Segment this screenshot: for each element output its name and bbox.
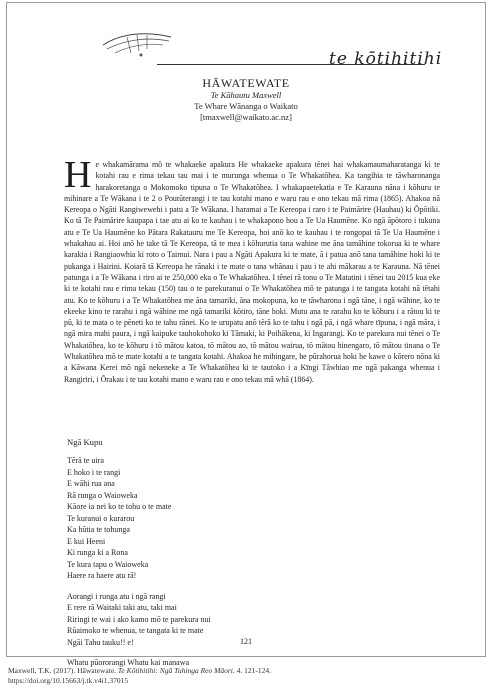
intro-line: tipuna o Te Whakatōhea. I whakapaetekatia e Te Karauna nāna i kōhuru te mihinare a Te Wākana i te 2 xyxy=(64,182,440,203)
intro-line: i te tau kotahi mano e waru rau e ono tekau mā whā (1864). xyxy=(125,374,314,384)
poem-line: Ngāi Tahu tauku!! e! xyxy=(67,637,134,647)
intro-line: nekeneke a Te Whakatōhea ki te tautoko i a Kīngi Tāwhiao me ngā pakanga whenua i Rangiriri, i Ōrakau xyxy=(64,363,440,384)
intro-line: (150) tau o te parekuranui o Te Whakatōhea mō te patunga i te tangata kotahi nā tētahi atu. Ko te kōhuru xyxy=(64,284,441,305)
citation-journal: Te Kōtihitihi: Ngā Tuhinga Reo Māori. xyxy=(117,666,235,675)
journal-logo-icon xyxy=(97,23,177,63)
intro-line: tā Te Paimārire kaupapa i tae atu ai ko te kauhau i te whakapono hou a Te Ua Haumēne. Ko ngā āpōtoro xyxy=(75,216,412,226)
poem-line: Tērā te uira xyxy=(67,456,104,465)
poem-line: E wāhi rua ana xyxy=(67,479,115,488)
poem-line: E hoko i te rangi xyxy=(67,467,121,477)
intro-line: He whakaeke apakura tēnei hai whakamaumaharatanga ki te kotahi rau e rima tekau tau mai i te xyxy=(95,160,440,181)
intro-section xyxy=(64,154,441,385)
article-affiliation: Te Whare Wānanga o Waikato xyxy=(194,101,298,111)
poem-line: Whatu pūororangi Whatu kai manawa xyxy=(67,658,190,667)
citation-prefix: Maxwell, T.K. (2017). Hāwatewate. xyxy=(8,666,117,675)
intro-line: ekeeke kino te rarahu i ngā wāhine me ngā tamariki kōtiro, tāne hoki. Mutu ana te rarahu ko te kōhuru xyxy=(64,306,395,316)
intro-line: i a Te Whakatōhea me āna tamariki, āna mokopuna, ko te tāwharona i ngā tāne, i ngā wāhine, ko te xyxy=(122,295,440,305)
article-page xyxy=(6,2,486,667)
page-number: 121 xyxy=(240,637,252,646)
journal-name: te kōtihitihi xyxy=(329,49,443,69)
article-author: Te Kāhautu Maxwell xyxy=(210,90,282,100)
poem-line: Aorangi i runga atu i ngā rangi xyxy=(67,591,166,601)
intro-paragraph xyxy=(64,154,441,385)
intro-line: tā Te Ua Haumēne i whakahau ai. Hoi anō he take tā Te Kereopa, tā te mea i kōhurutia tana wahine me xyxy=(64,227,440,249)
citation-suffix: 4. 121-124. xyxy=(236,666,271,675)
poem-stanza xyxy=(67,455,407,582)
intro-line: o Poutūterangi i te tau kotahi mano e waru rau e ono tekau mā rima (1865). Ahakoa nā Kereopa o Ngāti xyxy=(64,193,440,215)
poem-line: Rā runga o Waioweka xyxy=(67,490,138,500)
poem-line: Riringi te wai i ako kamo mō te parekura nui xyxy=(67,614,211,624)
poem-title: Ngā Kupu xyxy=(67,437,103,447)
intro-line: murunga whenua o Te Whakatōhea. Ka tangihia te tāwharonanga harakoretanga o Mokomoko xyxy=(95,171,440,192)
intro-line: kotahi. Ahakoa he mihingare, he pūrahorua hoki he kawe o kōrero nōna ki a Kāwana Kerei mō ngā xyxy=(64,352,440,373)
intro-line: o tana whānau i pau i te ahi mākarau a te Karauna. Nā tēnei patunga i a Te Wākana i riro ai te 250,000 xyxy=(64,261,440,282)
article-title: HĀWATEWATE xyxy=(202,76,290,90)
intro-line: ki Ingarangi. Ko te parekura nui tēnei o Te Whakatōhea, ko te kōhuru i tō mātou katoa, tō mātou ao, xyxy=(64,329,440,350)
intro-line: i tukuna atu e Te Ua Haumēne ko Pātara Rakatauru me Te Kereopa, hoi anō ko te kauhau i te rongopai xyxy=(64,216,440,237)
doi-link[interactable]: https://doi.org/10.15663/j.tk.v4i1.37015 xyxy=(8,676,129,685)
intro-line: whare tīpuna, i ngā māra, i ngā mira mahi paura, i ngā kaipuke tauhokohoko ki Tāmaki, ki Poihākena, xyxy=(64,318,440,339)
intro-line: Rangiwewehi i patu a Te Wākana. I haramai a Te Kereopa i raro i te Paimārire (Hauhau) ki Ōpōtiki. Ko xyxy=(64,205,440,226)
intro-line: i a rātou ki te pū, ki te mata o te pēneti ko te tahu rānei. Ko te urupatu anō tērā ko te tahu i ngā pā, i ngā xyxy=(64,306,440,328)
poem-line: Te kura tapu o Waioweka xyxy=(67,559,149,569)
intro-line: tō mātou wairua, tō mātou hinengaro, tō mātou tinana o Te Whakatōhea mō te mate kotahi a te tangata xyxy=(64,340,440,362)
poem-line: Te kuranui o kurarou xyxy=(67,513,135,523)
article-email[interactable]: [tmaxwell@waikato.ac.nz] xyxy=(200,112,292,122)
poem-line: Ki runga ki a Rona xyxy=(67,548,128,557)
dropcap: H xyxy=(64,154,92,196)
intro-line: te mate, ā i patua anō tana tamāhine hoki ki te pukanga i Hairini. Koiarā tā Kereopa he rānaki i te mate xyxy=(64,250,440,271)
poem-line: E rere rā Waitaki taki atu, taki mai xyxy=(67,603,177,612)
citation-footer xyxy=(8,666,271,686)
poem-line: Rūaimoko te whenua, te tangata ki te mate xyxy=(67,626,204,635)
poem-line: E kui Heeni xyxy=(67,536,106,546)
intro-line: eka o Te Whakatōhea. I tēnei rā tonu o Te Matatini i tēnei tau 2015 kua eke ki te kotahi rau e rima tekau xyxy=(64,272,440,294)
intro-heading: e whakamārama mō te whakaeke apakura xyxy=(95,160,235,169)
intro-line: āna tamāhine tokorua ki te whare karakia i Rangiaowhia ki roto o Taimui. Nara i pau a Ngāti Apakura ki xyxy=(64,239,440,260)
poem-line: Haere ra haere atu rā! xyxy=(67,571,137,580)
poem-line: Ka hūtia te tohunga xyxy=(67,525,130,534)
poem-line: Kāore ia nei ko te tohu o te mate xyxy=(67,502,172,511)
title-block xyxy=(7,76,485,123)
